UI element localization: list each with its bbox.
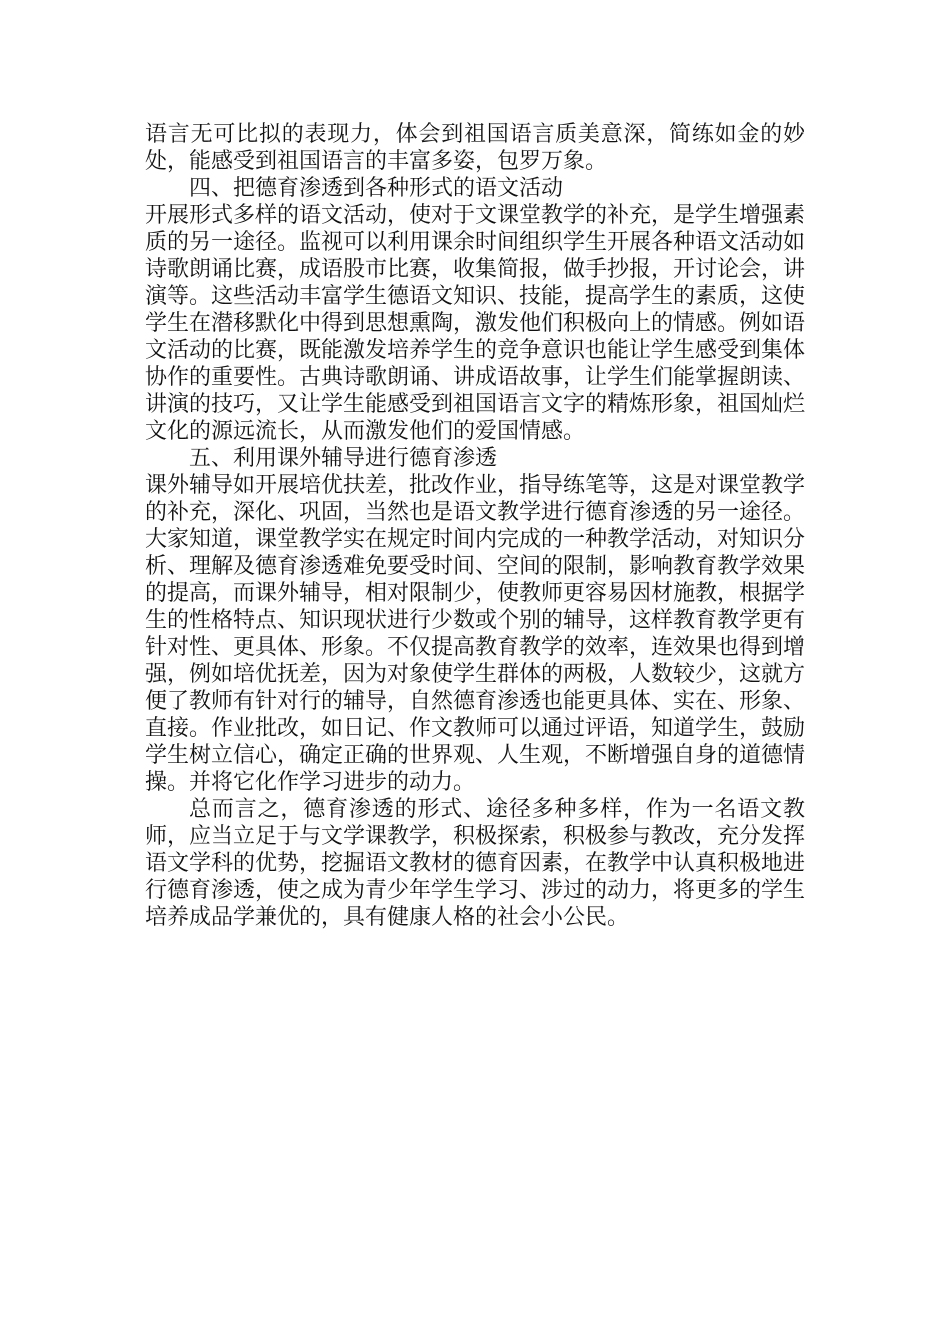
paragraph-after-class-tutoring: 课外辅导如开展培优扶差，批改作业，指导练笔等，这是对课堂教学的补充，深化、巩固，当然也是语文教学进行德育渗透的另一途径。大家知道，课堂教学实在规定时间内完成的一种教学活动，对知识分析、理解及德育渗透难免要受时间、空间的限制，影响教育教学效果的提高，而课外辅导，相对限制少，使教师更容易因材施教，根据学生的性格特点、知识现状进行少数或个别的辅导，这样教育教学更有针对性、更具体、形象。不仅提高教育教学的效率，连效果也得到增强，例如培优抚差，因为对象使学生群体的两极，人数较少，这就方便了教师有针对行的辅导，自然德育渗透也能更具体、实在、形象、直接。作业批改，如日记、作文教师可以通过评语，知道学生，鼓励学生树立信心，确定正确的世界观、人生观，不断增强自身的道德情操。并将它化作学习进步的动力。 [145, 473, 806, 795]
section-heading-four: 四、把德育渗透到各种形式的语文活动 [189, 176, 564, 201]
paragraph-continuation: 语言无可比拟的表现力，体会到祖国语言质美意深，简练如金的妙处，能感受到祖国语言的丰富多姿，包罗万象。 [145, 122, 805, 174]
section-heading-five: 五、利用课外辅导进行德育渗透 [189, 446, 498, 471]
document-body [145, 121, 805, 931]
paragraph-conclusion: 总而言之，德育渗透的形式、途径多种多样，作为一名语文教师，应当立足于与文学课教学，积极探索，积极参与教改，充分发挥语文学科的优势，挖掘语文教材的德育因素，在教学中认真积极地进行德育渗透，使之成为青少年学生学习、涉过的动力，将更多的学生培养成品学兼优的，具有健康人格的社会小公民。 [145, 797, 806, 930]
paragraph-language-activities: 开展形式多样的语文活动，使对于文课堂教学的补充，是学生增强素质的另一途径。监视可以利用课余时间组织学生开展各种语文活动如诗歌朗诵比赛，成语股市比赛，收集简报，做手抄报，开讨论会，讲演等。这些活动丰富学生德语文知识、技能，提高学生的素质，这使学生在潜移默化中得到思想熏陶，激发他们积极向上的情感。例如语文活动的比赛，既能激发培养学生的竞争意识也能让学生感受到集体协作的重要性。古典诗歌朗诵、讲成语故事，让学生们能掌握朗读、讲演的技巧，又让学生能感受到祖国语言文字的精炼形象，祖国灿烂文化的源远流长，从而激发他们的爱国情感。 [145, 203, 806, 444]
